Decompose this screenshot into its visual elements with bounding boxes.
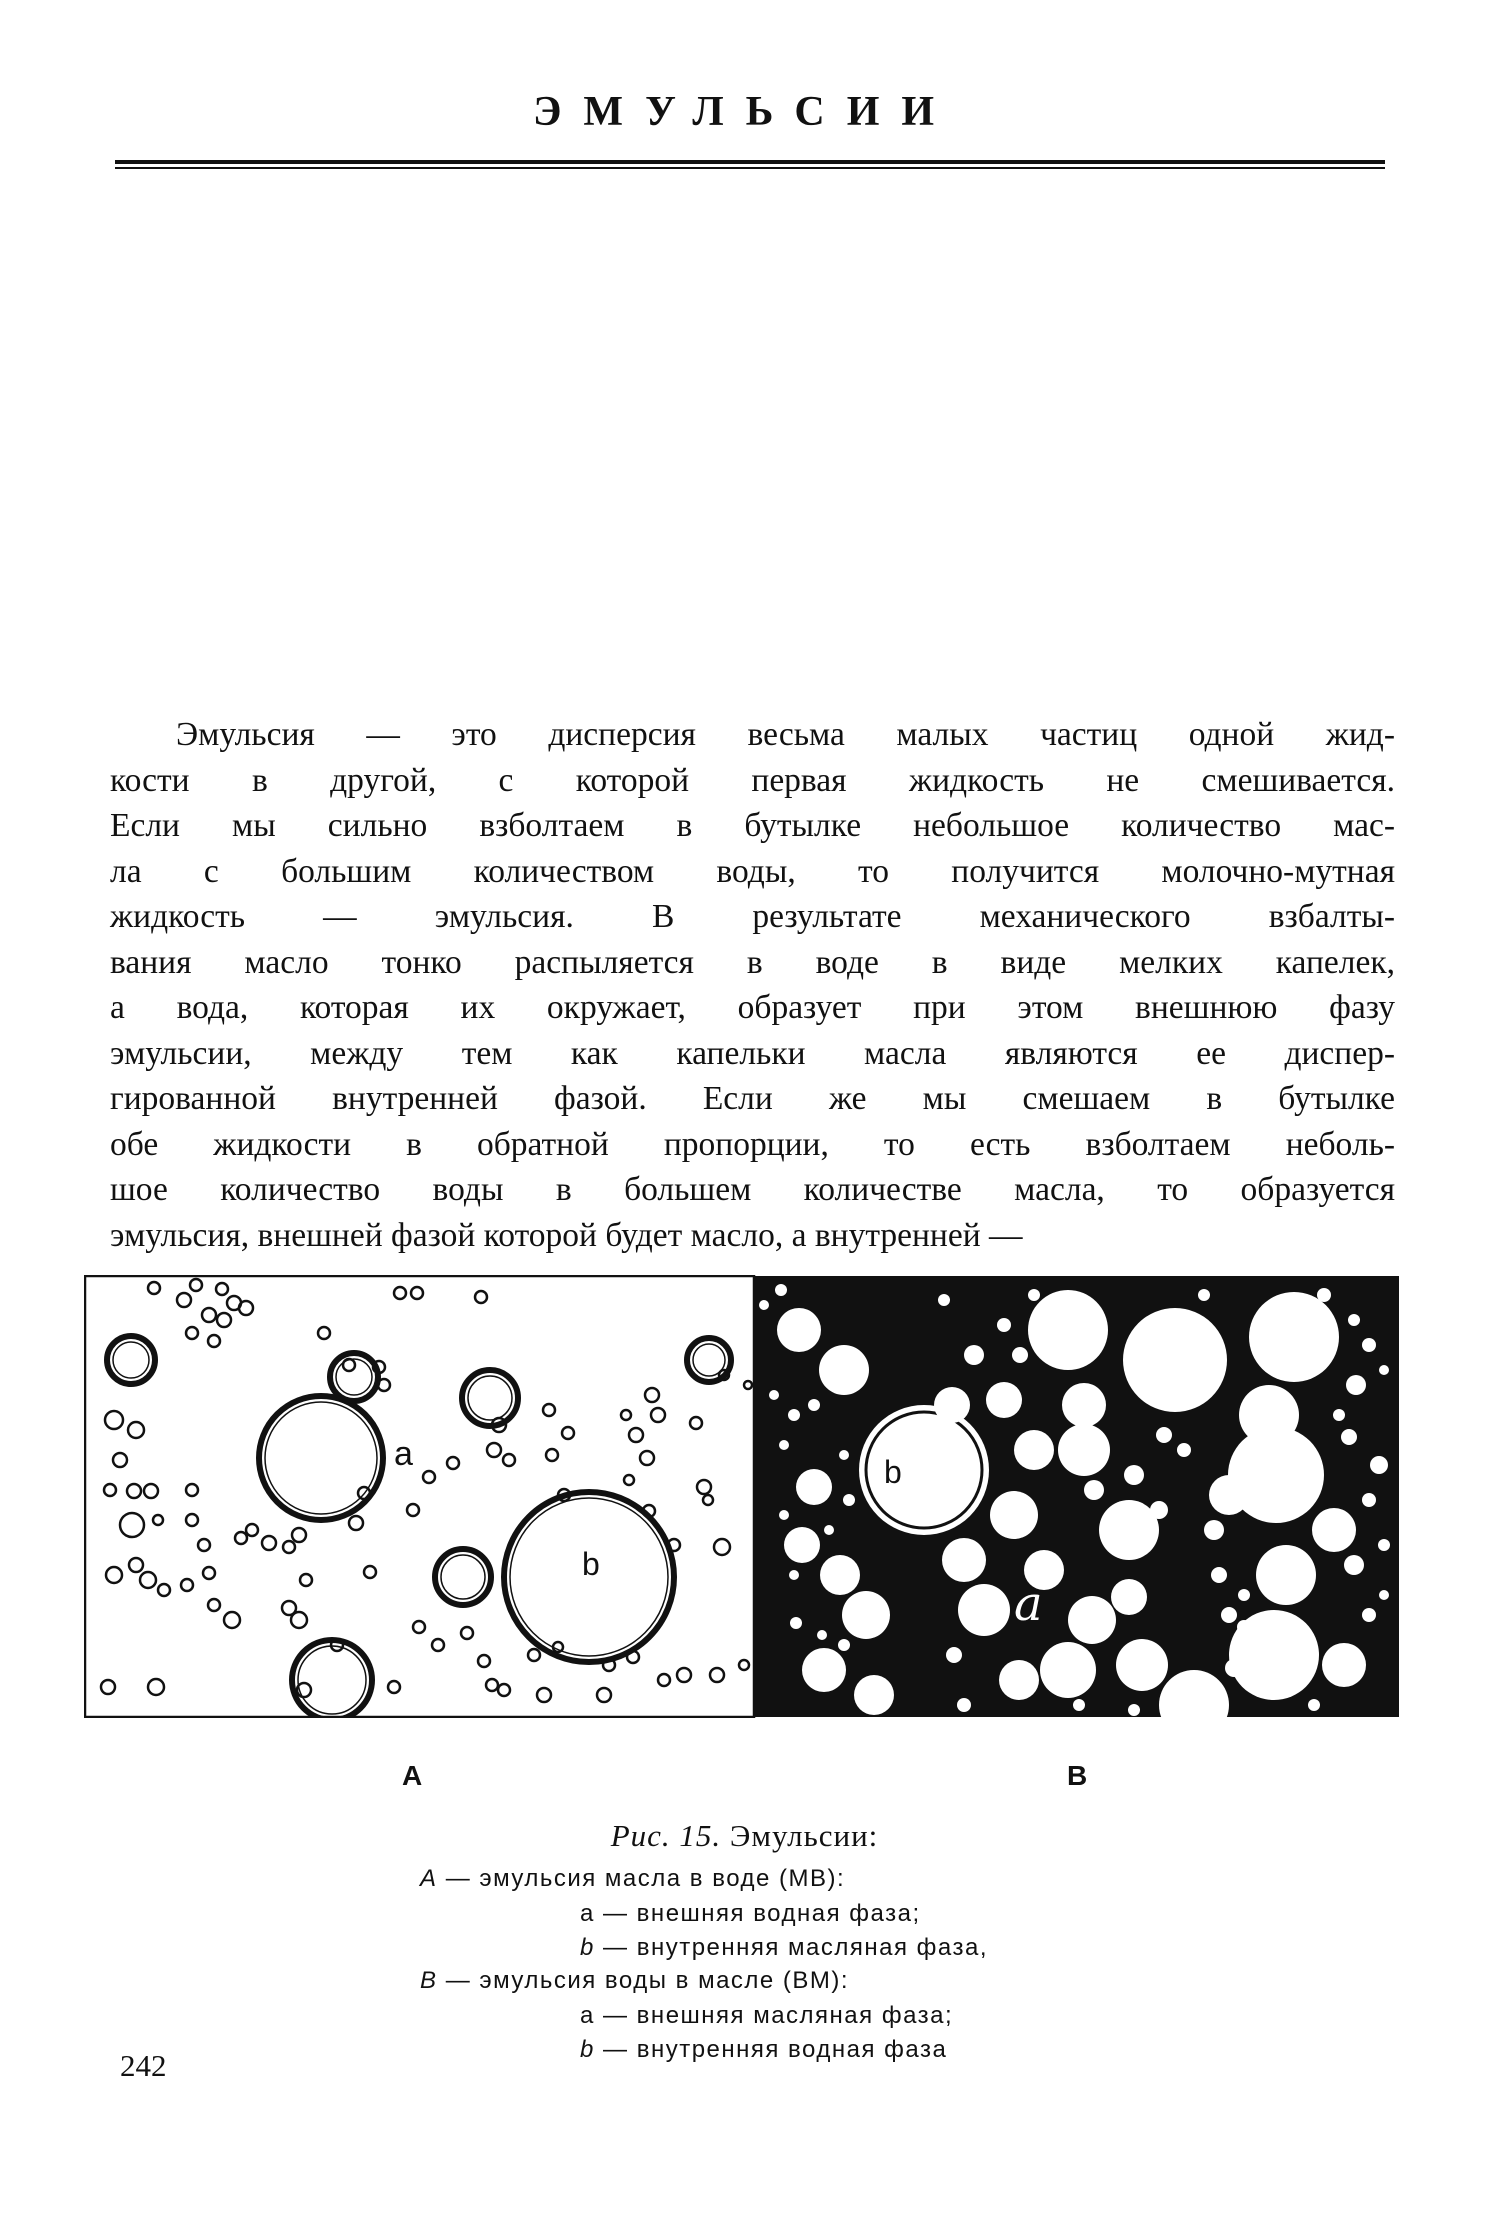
water-droplet-small	[1150, 1501, 1168, 1519]
water-droplet-small	[1379, 1590, 1389, 1600]
body-line: кости в другой, с которой первая жидкость не смешивается.	[110, 761, 1395, 799]
water-droplet-small	[1379, 1365, 1389, 1375]
water-droplet-small	[1378, 1539, 1390, 1551]
water-droplet-small	[946, 1647, 962, 1663]
emulsion-illustration	[84, 1275, 1400, 1718]
water-droplet	[1249, 1292, 1339, 1382]
water-droplet-small	[957, 1698, 971, 1712]
water-droplet-medium	[777, 1308, 821, 1352]
body-line: шое количество воды в большем количестве масла, то образуется	[110, 1171, 1395, 1208]
caption-a-text: — эмульсия масла в воде (МВ):	[445, 1865, 846, 1892]
water-droplet-small	[788, 1409, 800, 1421]
water-droplet-small	[1124, 1465, 1144, 1485]
water-droplet-small	[839, 1450, 849, 1460]
header-rule-thick	[115, 160, 1385, 164]
header-rule-thin	[115, 167, 1385, 169]
panel-a-frame	[85, 1276, 754, 1717]
water-droplet-small	[1308, 1699, 1320, 1711]
water-droplet-small	[1177, 1443, 1191, 1457]
figure-reference: Рис. 15.	[610, 1818, 722, 1853]
water-droplet-small	[1073, 1699, 1085, 1711]
water-droplet-medium	[802, 1648, 846, 1692]
water-droplet-medium	[1111, 1579, 1147, 1615]
body-line: эмульсия, внешней фазой которой будет масло, а внутренней —	[110, 1216, 1023, 1254]
panel-b-letter-b: b	[884, 1454, 902, 1490]
water-droplet-small	[838, 1639, 850, 1651]
water-droplet-small	[1238, 1589, 1250, 1601]
body-line: вания масло тонко распыляется в водe в виде мелких капелек,	[110, 943, 1395, 981]
water-droplet-medium	[1116, 1639, 1168, 1691]
body-line: Если мы сильно взболтаем в бутылке небольшое количество мас-	[110, 807, 1395, 844]
body-line: гированной внутренней фазой. Если же мы смешаем в бутылке	[110, 1080, 1395, 1117]
water-droplet-small	[1225, 1659, 1243, 1677]
caption-line-a-sub1: a — внешняя водная фаза;	[580, 1900, 921, 1927]
water-droplet-small	[1221, 1607, 1237, 1623]
figure-caption-title	[0, 1818, 1489, 1854]
water-droplet-medium	[958, 1584, 1010, 1636]
panel-b-letter-a: a	[1014, 1576, 1043, 1632]
body-line: Эмульсия — это дисперсия весьма малых частиц одной жид-	[176, 716, 1395, 753]
water-droplet-small	[964, 1345, 984, 1365]
water-droplet-medium	[990, 1491, 1038, 1539]
water-droplet-small	[775, 1284, 787, 1296]
figure-label-b: B	[1067, 1760, 1088, 1791]
water-droplet-small	[1348, 1314, 1360, 1326]
water-droplet-small	[1128, 1704, 1140, 1716]
water-droplet-medium	[854, 1675, 894, 1715]
body-line: ла с большим количеством воды, то получится молочно-мутная	[110, 852, 1395, 890]
water-droplet-medium	[942, 1538, 986, 1582]
page-header-title: ЭМУЛЬСИИ	[532, 89, 957, 135]
caption-b-sub2-text: — внутренняя водная фаза	[603, 2036, 948, 2063]
water-droplet-medium	[934, 1387, 970, 1423]
figure-label-a: A	[402, 1760, 423, 1791]
water-droplet-medium	[842, 1591, 890, 1639]
water-droplet-small	[1084, 1480, 1104, 1500]
water-droplet-inner-b	[859, 1405, 989, 1535]
water-droplet-small	[843, 1494, 855, 1506]
water-droplet-medium	[1209, 1475, 1249, 1515]
water-droplet-small	[1362, 1338, 1376, 1352]
water-droplet-medium	[1068, 1596, 1116, 1644]
water-droplet-small	[1211, 1567, 1227, 1583]
water-droplet-medium	[986, 1382, 1022, 1418]
caption-a-letter: A	[420, 1865, 438, 1892]
body-line: обе жидкости в обратной пропорции, то есть взболтаем неболь-	[110, 1125, 1395, 1163]
water-droplet	[1123, 1308, 1227, 1412]
caption-b-text: — эмульсия воды в масле (ВМ):	[445, 1967, 850, 1994]
caption-line-a	[420, 1865, 845, 1893]
water-droplet-medium	[1062, 1383, 1106, 1427]
body-line: эмульсии, между тем как капельки масла являются ее диспер-	[110, 1034, 1395, 1072]
water-droplet-small	[1346, 1375, 1366, 1395]
caption-line-b-sub1: a — внешняя масляная фаза;	[580, 2002, 954, 2029]
water-droplet-small	[790, 1617, 802, 1629]
water-droplet-small	[1344, 1555, 1364, 1575]
emulsion-figure	[84, 1275, 1400, 1718]
body-line: жидкость — эмульсия. В результате механического взбалты-	[110, 898, 1395, 935]
water-droplet-small	[1243, 1639, 1255, 1651]
water-droplet-small	[769, 1390, 779, 1400]
water-droplet-small	[779, 1440, 789, 1450]
caption-a-sub2-letter: b	[580, 1934, 595, 1961]
caption-line-b	[420, 1967, 849, 1995]
water-droplet	[1099, 1500, 1159, 1560]
water-droplet-small	[1012, 1347, 1028, 1363]
water-droplet-medium	[820, 1555, 860, 1595]
water-droplet-small	[1362, 1493, 1376, 1507]
caption-line-a-sub2	[580, 1934, 988, 1962]
body-line: а вода, которая их окружает, образует при этом внешнюю фазу	[110, 989, 1395, 1026]
water-droplet-small	[1028, 1289, 1040, 1301]
water-droplet-small	[1198, 1289, 1210, 1301]
water-droplet-medium	[1058, 1424, 1110, 1476]
water-droplet	[1239, 1385, 1299, 1445]
water-droplet-small	[1341, 1429, 1357, 1445]
water-droplet-small	[779, 1510, 789, 1520]
page-number: 242	[120, 2048, 167, 2083]
water-droplet-small	[1204, 1520, 1224, 1540]
water-droplet-medium	[1040, 1642, 1096, 1698]
water-droplet-small	[1370, 1456, 1388, 1474]
water-droplet-small	[1317, 1288, 1331, 1302]
panel-a-letter-a: a	[394, 1435, 413, 1473]
water-droplet-small	[1362, 1608, 1376, 1622]
water-droplet-small	[824, 1525, 834, 1535]
water-droplet-small	[759, 1300, 769, 1310]
water-droplet-medium	[1322, 1643, 1366, 1687]
caption-b-letter: B	[420, 1967, 438, 1994]
water-droplet-small	[808, 1399, 820, 1411]
panel-a-letter-b: b	[582, 1546, 600, 1582]
water-droplet-medium	[796, 1469, 832, 1505]
body-paragraph	[110, 712, 1395, 1258]
caption-a-sub2-text: — внутренняя масляная фаза,	[603, 1934, 989, 1961]
water-droplet-medium	[784, 1527, 820, 1563]
water-droplet	[1256, 1545, 1316, 1605]
water-droplet-small	[817, 1630, 827, 1640]
water-droplet-small	[789, 1570, 799, 1580]
caption-b-sub2-letter: b	[580, 2036, 595, 2063]
water-droplet-small	[1333, 1409, 1345, 1421]
water-droplet	[1028, 1290, 1108, 1370]
water-droplet-medium	[819, 1345, 869, 1395]
water-droplet-small	[938, 1294, 950, 1306]
water-droplet-small	[997, 1318, 1011, 1332]
caption-line-b-sub2	[580, 2036, 947, 2064]
figure-title: Эмульсии:	[729, 1818, 879, 1853]
water-droplet-medium	[1014, 1430, 1054, 1470]
water-droplet-small	[1255, 1623, 1269, 1637]
water-droplet-small	[1237, 1620, 1251, 1634]
water-droplet-small	[1156, 1427, 1172, 1443]
water-droplet-medium	[1312, 1508, 1356, 1552]
water-droplet-medium	[999, 1660, 1039, 1700]
